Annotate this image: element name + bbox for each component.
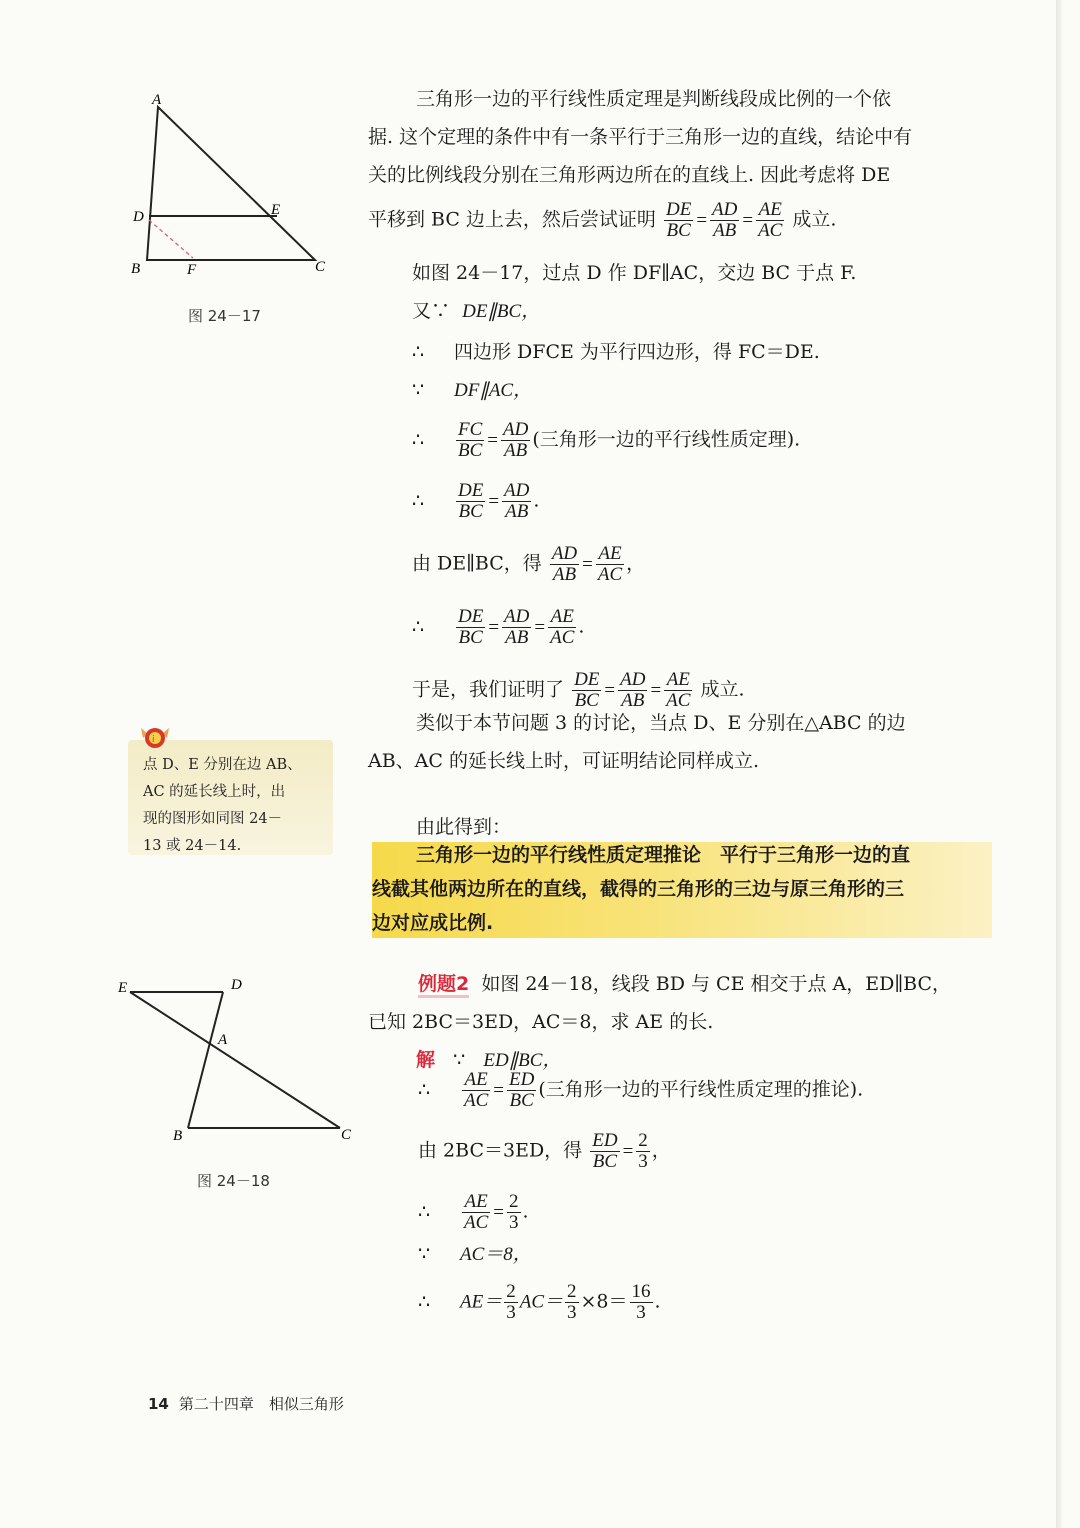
label-C: C	[315, 259, 326, 275]
therefore-symbol: ∴	[418, 1290, 431, 1313]
fraction-two-thirds: $\frac{2}{3}$	[638, 1130, 648, 1172]
solution-text: ×8＝	[580, 1290, 628, 1313]
label-E: E	[118, 980, 128, 996]
therefore-symbol: ∴	[412, 428, 425, 451]
fraction-fc-bc: $\frac{FC}{BC}$	[458, 419, 483, 461]
proof-text: DF∥AC，	[454, 380, 533, 401]
solution-step: ∴ $\frac{AE}{AC}$ = $\frac{ED}{BC}$ (三角形一边的平行线性质定理的推论).	[418, 1069, 864, 1111]
intro-line-with-fraction	[368, 200, 993, 241]
discussion-line: AB、AC 的延长线上时，可证明结论同样成立.	[368, 750, 760, 772]
fraction-two-thirds: $\frac{2}{3}$	[509, 1191, 519, 1233]
example-line	[368, 965, 993, 1003]
example-line: 已知 2BC＝3ED，AC＝8，求 AE 的长.	[368, 1011, 714, 1033]
sidenote-line: 点 D、E 分别在边 AB、	[143, 757, 302, 773]
proof-step	[412, 292, 992, 331]
figure-caption-24-18: 图 24－18	[197, 1172, 270, 1190]
fraction-ad-ab: $\frac{AD}{AB}$	[712, 199, 738, 241]
fraction-de-bc: $\frac{DE}{BC}$	[665, 199, 692, 241]
fraction-de-bc: $\frac{DE}{BC}$	[458, 480, 484, 522]
fraction-sixteen-thirds: $\frac{16}{3}$	[631, 1281, 651, 1323]
proof-step	[412, 371, 992, 410]
proof-step	[412, 333, 992, 371]
proof-text: 成立.	[700, 678, 745, 701]
proof	[412, 254, 992, 711]
figure-caption-24-17: 图 24－17	[188, 307, 261, 325]
example-2	[368, 965, 993, 1080]
fraction-ae-ac: $\frac{AE}{AC}$	[550, 606, 575, 648]
proof-step: 如图 24－17，过点 D 作 DF∥AC，交边 BC 于点 F.	[412, 262, 857, 284]
proof-note: (三角形一边的平行线性质定理).	[532, 428, 801, 451]
fraction-ad-ab: $\frac{AD}{AB}$	[504, 480, 530, 522]
fraction-de-bc: $\frac{DE}{BC}$	[458, 606, 484, 648]
therefore-symbol: ∴	[412, 615, 425, 638]
label-F: F	[187, 262, 197, 278]
solution	[418, 1070, 993, 1323]
fraction-ad-ab: $\frac{AD}{AB}$	[620, 669, 646, 711]
solution-step: ∴ AE＝ $\frac{2}{3}$ AC＝ $\frac{2}{3}$ ×8＝ $\frac{16}{3}$ .	[418, 1281, 661, 1323]
page-footer	[148, 1393, 344, 1414]
fraction-ae-ac: $\frac{AE}{AC}$	[758, 199, 783, 241]
conclusion-intro-text: 由此得到：	[416, 816, 512, 838]
chapter-title: 第二十四章 相似三角形	[178, 1395, 344, 1413]
fraction-de-bc: $\frac{DE}{BC}$	[574, 669, 600, 711]
fraction-ae-ac: $\frac{AE}{AC}$	[597, 543, 623, 585]
figure-24-18	[115, 975, 355, 1150]
label-D: D	[231, 977, 242, 993]
fraction-ed-bc: $\frac{ED}{BC}$	[592, 1130, 618, 1172]
theorem-line: 三角形一边的平行线性质定理推论 平行于三角形一边的直	[416, 844, 911, 866]
discussion-paragraph	[368, 704, 993, 780]
proof-step: ∴ $\frac{FC}{BC}$ = $\frac{AD}{AB}$ (三角形一边的平行线性质定理).	[412, 419, 801, 461]
therefore-symbol: ∴	[418, 1200, 431, 1223]
solution-text: AE＝	[460, 1291, 503, 1313]
label-B: B	[173, 1128, 183, 1144]
proof-step: ∴ $\frac{DE}{BC}$ = $\frac{AD}{AB}$ .	[412, 480, 540, 522]
because-symbol: 又∵	[412, 300, 451, 322]
discussion-line: 类似于本节问题 3 的讨论，当点 D、E 分别在△ABC 的边	[416, 712, 906, 734]
fraction-two-thirds: $\frac{2}{3}$	[567, 1281, 577, 1323]
solution-step	[418, 1235, 993, 1274]
theorem-line: 边对应成比例.	[372, 912, 494, 934]
svg-text:i: i	[152, 735, 155, 745]
therefore-symbol: ∴	[418, 1078, 431, 1101]
solution-text: ED∥BC，	[483, 1050, 562, 1071]
because-symbol: ∵	[453, 1049, 466, 1071]
proof-text: 于是，我们证明了	[412, 678, 565, 701]
because-symbol: ∵	[418, 1243, 431, 1265]
label-A: A	[218, 1032, 228, 1048]
therefore-symbol: ∴	[412, 341, 425, 363]
fraction-ae-ac: $\frac{AE}{AC}$	[464, 1191, 489, 1233]
equals-sign: =	[696, 209, 708, 231]
therefore-symbol: ∴	[412, 489, 425, 512]
label-D: D	[133, 209, 144, 225]
theorem-corollary	[372, 838, 990, 940]
page-number: 14	[148, 1395, 169, 1413]
label-C: C	[341, 1127, 352, 1143]
fraction-ad-ab: $\frac{AD}{AB}$	[504, 606, 530, 648]
page-edge	[1056, 0, 1062, 1528]
fraction-ed-bc: $\frac{ED}{BC}$	[509, 1069, 535, 1111]
solution-text: AC＝	[519, 1291, 563, 1313]
fraction-ad-ab: $\frac{AD}{AB}$	[551, 543, 578, 585]
solution-note: (三角形一边的平行线性质定理的推论).	[538, 1078, 864, 1101]
intro-text: 平移到 BC 边上去，然后尝试证明	[368, 208, 656, 231]
proof-step: ∴ $\frac{DE}{BC}$ = $\frac{AD}{AB}$ = $\frac{AE}{AC}$ .	[412, 606, 585, 648]
intro-line: 三角形一边的平行线性质定理是判断线段成比例的一个依	[416, 88, 892, 110]
intro-line: 据. 这个定理的条件中有一条平行于三角形一边的直线，结论中有	[368, 126, 913, 148]
intro-text: 成立.	[792, 208, 837, 231]
label-A: A	[152, 92, 162, 108]
example-text: 如图 24－18，线段 BD 与 CE 相交于点 A，ED∥BC，	[481, 973, 951, 995]
label-B: B	[131, 261, 141, 277]
theorem-line: 线截其他两边所在的直线，截得的三角形的三边与原三角形的三	[372, 878, 905, 900]
solution-text: AC＝8，	[460, 1244, 532, 1265]
proof-step: 于是，我们证明了 $\frac{DE}{BC}$ = $\frac{AD}{AB}$ = $\frac{AE}{AC}$ 成立.	[412, 669, 745, 711]
proof-step: 由 DE∥BC，得 $\frac{AD}{AB}$ = $\frac{AE}{AC}$ ，	[412, 543, 646, 585]
fraction-ad-ab: $\frac{AD}{AB}$	[503, 419, 529, 461]
solution-step: ∴ $\frac{AE}{AC}$ = $\frac{2}{3}$ .	[418, 1191, 529, 1233]
sidenote-text	[143, 752, 325, 860]
intro-paragraph	[368, 80, 993, 241]
because-symbol: ∵	[412, 379, 425, 401]
solution-step: 由 2BC＝3ED，得 $\frac{ED}{BC}$ = $\frac{2}{3}$ ，	[418, 1130, 671, 1172]
sidenote-line: 现的图形如同图 24－	[143, 811, 283, 827]
label-E: E	[271, 202, 281, 218]
intro-line: 关的比例线段分别在三角形两边所在的直线上. 因此考虑将 DE	[368, 164, 891, 186]
proof-text: DE∥BC，	[462, 301, 541, 322]
fraction-ae-ac: $\frac{AE}{AC}$	[464, 1069, 489, 1111]
sidenote-line: 13 或 24－14.	[143, 838, 242, 854]
sidenote-line: AC 的延长线上时，出	[143, 784, 286, 800]
fraction-ae-ac: $\frac{AE}{AC}$	[666, 669, 691, 711]
equals-sign: =	[742, 209, 754, 231]
figure-24-17	[125, 90, 335, 280]
solution-text: 由 2BC＝3ED，得	[418, 1139, 583, 1162]
proof-text: 由 DE∥BC，得	[412, 552, 542, 575]
proof-text: 四边形 DFCE 为平行四边形，得 FC＝DE.	[454, 341, 820, 363]
solution-label: 解	[416, 1049, 436, 1071]
fraction-two-thirds: $\frac{2}{3}$	[506, 1281, 516, 1323]
example-label: 例题2	[418, 973, 469, 998]
